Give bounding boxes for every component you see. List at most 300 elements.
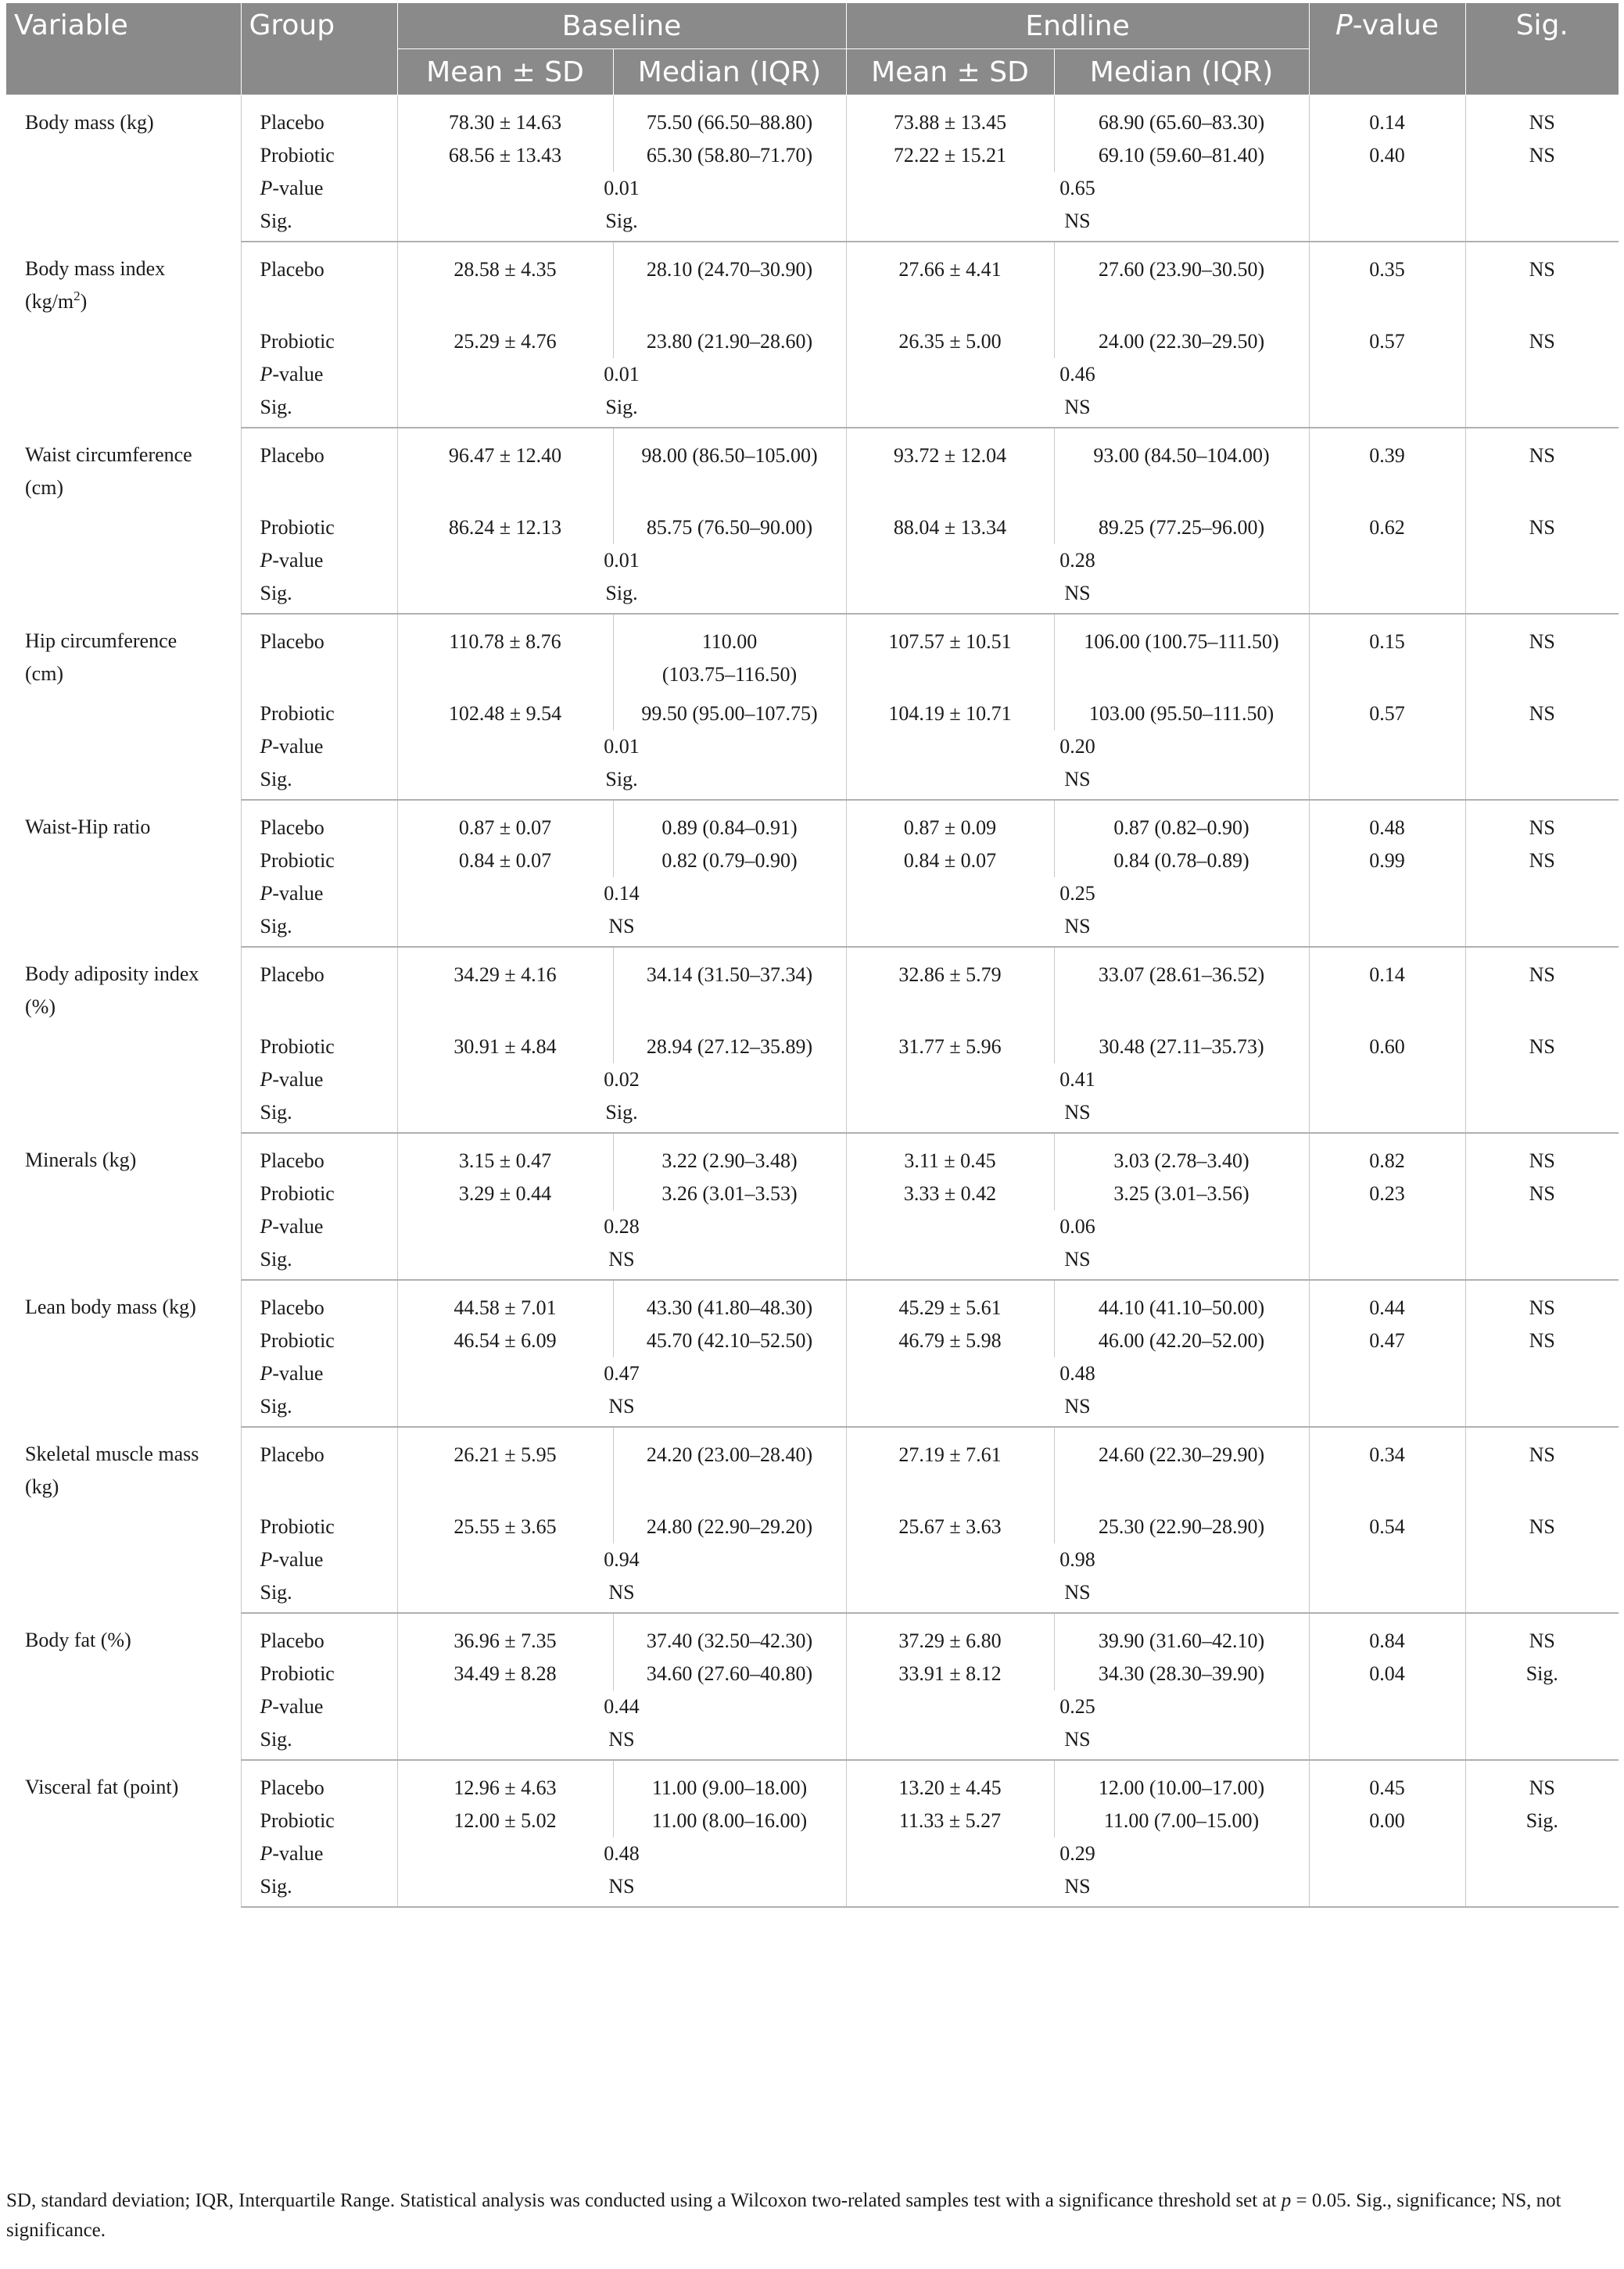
table-row bbox=[6, 1096, 1619, 1133]
endline-median-iqr: 68.90 (65.60–83.30) bbox=[1054, 95, 1309, 140]
baseline-mean-sd: 3.15 ± 0.47 bbox=[397, 1133, 613, 1178]
baseline-mean-sd: 28.58 ± 4.35 bbox=[397, 242, 613, 325]
table-body bbox=[6, 95, 1619, 1908]
endline-between-sig: NS bbox=[846, 763, 1309, 800]
p-value: 0.35 bbox=[1309, 242, 1465, 325]
baseline-median-iqr: 28.10 (24.70–30.90) bbox=[613, 242, 846, 325]
group-probiotic: Probiotic bbox=[241, 325, 397, 358]
significance: NS bbox=[1465, 697, 1619, 730]
label-value: -value bbox=[272, 1842, 324, 1865]
endline-mean-sd: 27.66 ± 4.41 bbox=[846, 242, 1054, 325]
table-row bbox=[6, 1243, 1619, 1280]
empty-cell bbox=[1465, 910, 1619, 947]
endline-between-pvalue: 0.20 bbox=[846, 730, 1309, 763]
group-placebo: Placebo bbox=[241, 242, 397, 325]
variable-name bbox=[6, 1427, 241, 1613]
header-endline-median-iqr: Median (IQR) bbox=[1054, 49, 1309, 95]
label-p: P bbox=[260, 882, 273, 905]
table-footnote bbox=[6, 2186, 1619, 2246]
endline-between-sig: NS bbox=[846, 1576, 1309, 1613]
variable-name-close: ) bbox=[80, 290, 88, 313]
baseline-median-iqr: 99.50 (95.00–107.75) bbox=[613, 697, 846, 730]
endline-median-iqr: 0.84 (0.78–0.89) bbox=[1054, 844, 1309, 877]
endline-median-iqr: 30.48 (27.11–35.73) bbox=[1054, 1031, 1309, 1063]
endline-median-iqr: 3.25 (3.01–3.56) bbox=[1054, 1178, 1309, 1210]
endline-between-sig: NS bbox=[846, 910, 1309, 947]
variable-name-main: Body mass index bbox=[25, 257, 166, 280]
variable-name: Waist-Hip ratio bbox=[25, 815, 151, 838]
baseline-between-sig: NS bbox=[397, 910, 846, 947]
table-row bbox=[6, 391, 1619, 428]
variable-name-main: Body adiposity index bbox=[25, 962, 199, 985]
baseline-median-iqr: 23.80 (21.90–28.60) bbox=[613, 325, 846, 358]
significance: NS bbox=[1465, 428, 1619, 511]
variable-name-unit: (%) bbox=[25, 995, 56, 1018]
empty-cell bbox=[1309, 763, 1465, 800]
endline-median-iqr: 89.25 (77.25–96.00) bbox=[1054, 511, 1309, 544]
baseline-median-iqr: 0.82 (0.79–0.90) bbox=[613, 844, 846, 877]
empty-cell bbox=[1309, 358, 1465, 391]
endline-mean-sd: 3.11 ± 0.45 bbox=[846, 1133, 1054, 1178]
group-probiotic: Probiotic bbox=[241, 1178, 397, 1210]
label-p: P bbox=[260, 177, 273, 199]
endline-mean-sd: 107.57 ± 10.51 bbox=[846, 614, 1054, 697]
baseline-mean-sd: 0.87 ± 0.07 bbox=[397, 800, 613, 844]
group-placebo: Placebo bbox=[241, 95, 397, 140]
baseline-mean-sd: 68.56 ± 13.43 bbox=[397, 139, 613, 172]
header-sig: Sig. bbox=[1465, 3, 1619, 95]
variable-name-unit: (cm) bbox=[25, 476, 64, 499]
empty-cell bbox=[1465, 763, 1619, 800]
baseline-mean-sd: 96.47 ± 12.40 bbox=[397, 428, 613, 511]
group-probiotic: Probiotic bbox=[241, 697, 397, 730]
group-pvalue-label bbox=[241, 1690, 397, 1723]
p-value: 0.44 bbox=[1309, 1280, 1465, 1324]
endline-mean-sd: 45.29 ± 5.61 bbox=[846, 1280, 1054, 1324]
empty-cell bbox=[1465, 544, 1619, 577]
label-value: -value bbox=[272, 882, 324, 905]
p-value: 0.54 bbox=[1309, 1511, 1465, 1543]
baseline-between-pvalue: 0.47 bbox=[397, 1357, 846, 1390]
footnote-text-1: SD, standard deviation; IQR, Interquartile Range. Statistical analysis was conducted using a Wilcoxon two-related samples test with a significance threshold set at bbox=[6, 2190, 1282, 2211]
table-row bbox=[6, 1690, 1619, 1723]
label-value: -value bbox=[272, 735, 324, 758]
significance: NS bbox=[1465, 1324, 1619, 1357]
significance: NS bbox=[1465, 1613, 1619, 1658]
baseline-between-pvalue: 0.48 bbox=[397, 1837, 846, 1870]
empty-cell bbox=[1465, 1837, 1619, 1870]
group-sig-label: Sig. bbox=[241, 910, 397, 947]
baseline-between-pvalue: 0.94 bbox=[397, 1543, 846, 1576]
empty-cell bbox=[1465, 1870, 1619, 1907]
label-p: P bbox=[260, 1215, 273, 1238]
endline-median-iqr: 39.90 (31.60–42.10) bbox=[1054, 1613, 1309, 1658]
baseline-mean-sd: 30.91 ± 4.84 bbox=[397, 1031, 613, 1063]
empty-cell bbox=[1309, 577, 1465, 614]
baseline-median-iqr: 11.00 (8.00–16.00) bbox=[613, 1805, 846, 1837]
label-value: -value bbox=[272, 1548, 324, 1571]
endline-mean-sd: 93.72 ± 12.04 bbox=[846, 428, 1054, 511]
baseline-between-pvalue: 0.44 bbox=[397, 1690, 846, 1723]
endline-between-sig: NS bbox=[846, 1870, 1309, 1907]
variable-name-unit: (kg) bbox=[25, 1475, 59, 1498]
endline-mean-sd: 3.33 ± 0.42 bbox=[846, 1178, 1054, 1210]
endline-median-iqr: 3.03 (2.78–3.40) bbox=[1054, 1133, 1309, 1178]
p-value: 0.57 bbox=[1309, 325, 1465, 358]
endline-mean-sd: 72.22 ± 15.21 bbox=[846, 139, 1054, 172]
p-value: 0.62 bbox=[1309, 511, 1465, 544]
table-row bbox=[6, 1133, 1619, 1178]
group-pvalue-label bbox=[241, 1063, 397, 1096]
header-baseline: Baseline bbox=[397, 3, 846, 49]
significance: NS bbox=[1465, 1031, 1619, 1063]
significance: NS bbox=[1465, 947, 1619, 1031]
group-pvalue-label bbox=[241, 1357, 397, 1390]
variable-name-main: Skeletal muscle mass bbox=[25, 1443, 199, 1465]
variable-name: Body fat (%) bbox=[25, 1629, 131, 1651]
group-pvalue-label bbox=[241, 730, 397, 763]
table-row bbox=[6, 1390, 1619, 1427]
label-value: -value bbox=[272, 1362, 324, 1385]
label-value: -value bbox=[272, 549, 324, 572]
p-value: 0.40 bbox=[1309, 139, 1465, 172]
baseline-mean-sd: 25.55 ± 3.65 bbox=[397, 1511, 613, 1543]
significance: NS bbox=[1465, 95, 1619, 140]
endline-between-pvalue: 0.65 bbox=[846, 172, 1309, 205]
table-row bbox=[6, 697, 1619, 730]
endline-median-iqr: 69.10 (59.60–81.40) bbox=[1054, 139, 1309, 172]
endline-between-pvalue: 0.25 bbox=[846, 1690, 1309, 1723]
empty-cell bbox=[1465, 1390, 1619, 1427]
empty-cell bbox=[1309, 910, 1465, 947]
p-value: 0.60 bbox=[1309, 1031, 1465, 1063]
group-sig-label: Sig. bbox=[241, 577, 397, 614]
label-p: P bbox=[260, 1695, 273, 1718]
endline-mean-sd: 11.33 ± 5.27 bbox=[846, 1805, 1054, 1837]
baseline-mean-sd: 34.49 ± 8.28 bbox=[397, 1658, 613, 1690]
endline-median-iqr: 44.10 (41.10–50.00) bbox=[1054, 1280, 1309, 1324]
empty-cell bbox=[1309, 391, 1465, 428]
label-p: P bbox=[260, 549, 273, 572]
baseline-mean-sd: 44.58 ± 7.01 bbox=[397, 1280, 613, 1324]
table-row bbox=[6, 205, 1619, 242]
p-value: 0.45 bbox=[1309, 1760, 1465, 1805]
baseline-mean-sd: 34.29 ± 4.16 bbox=[397, 947, 613, 1031]
endline-between-pvalue: 0.46 bbox=[846, 358, 1309, 391]
table-row bbox=[6, 947, 1619, 1031]
significance: NS bbox=[1465, 242, 1619, 325]
group-pvalue-label bbox=[241, 877, 397, 910]
empty-cell bbox=[1309, 1723, 1465, 1760]
endline-between-pvalue: 0.41 bbox=[846, 1063, 1309, 1096]
group-probiotic: Probiotic bbox=[241, 1324, 397, 1357]
baseline-mean-sd: 0.84 ± 0.07 bbox=[397, 844, 613, 877]
endline-mean-sd: 0.87 ± 0.09 bbox=[846, 800, 1054, 844]
endline-median-iqr: 24.00 (22.30–29.50) bbox=[1054, 325, 1309, 358]
endline-between-pvalue: 0.48 bbox=[846, 1357, 1309, 1390]
endline-between-pvalue: 0.29 bbox=[846, 1837, 1309, 1870]
p-value: 0.48 bbox=[1309, 800, 1465, 844]
baseline-mean-sd: 110.78 ± 8.76 bbox=[397, 614, 613, 697]
endline-median-iqr: 0.87 (0.82–0.90) bbox=[1054, 800, 1309, 844]
baseline-mean-sd: 26.21 ± 5.95 bbox=[397, 1427, 613, 1511]
baseline-between-sig: NS bbox=[397, 1870, 846, 1907]
significance: Sig. bbox=[1465, 1658, 1619, 1690]
baseline-median-iqr: 28.94 (27.12–35.89) bbox=[613, 1031, 846, 1063]
table-row bbox=[6, 139, 1619, 172]
endline-mean-sd: 73.88 ± 13.45 bbox=[846, 95, 1054, 140]
endline-median-iqr: 33.07 (28.61–36.52) bbox=[1054, 947, 1309, 1031]
empty-cell bbox=[1465, 577, 1619, 614]
endline-between-sig: NS bbox=[846, 577, 1309, 614]
label-p: P bbox=[260, 1068, 273, 1091]
variable-name-unit: (kg/m bbox=[25, 290, 74, 313]
footnote-p: p bbox=[1281, 2190, 1292, 2211]
baseline-median-iqr: 85.75 (76.50–90.00) bbox=[613, 511, 846, 544]
baseline-between-pvalue: 0.01 bbox=[397, 730, 846, 763]
empty-cell bbox=[1465, 1690, 1619, 1723]
p-value: 0.14 bbox=[1309, 947, 1465, 1031]
group-sig-label: Sig. bbox=[241, 1870, 397, 1907]
variable-name: Lean body mass (kg) bbox=[25, 1296, 196, 1318]
table-row bbox=[6, 1576, 1619, 1613]
table-row bbox=[6, 544, 1619, 577]
significance: NS bbox=[1465, 325, 1619, 358]
header-pvalue-p: P bbox=[1335, 9, 1353, 41]
empty-cell bbox=[1465, 358, 1619, 391]
baseline-between-pvalue: 0.01 bbox=[397, 172, 846, 205]
baseline-between-pvalue: 0.28 bbox=[397, 1210, 846, 1243]
baseline-median-iqr: 45.70 (42.10–52.50) bbox=[613, 1324, 846, 1357]
table-row bbox=[6, 511, 1619, 544]
baseline-between-sig: Sig. bbox=[397, 763, 846, 800]
table-row bbox=[6, 1357, 1619, 1390]
baseline-mean-sd: 102.48 ± 9.54 bbox=[397, 697, 613, 730]
group-placebo: Placebo bbox=[241, 1760, 397, 1805]
endline-median-iqr: 12.00 (10.00–17.00) bbox=[1054, 1760, 1309, 1805]
p-value: 0.15 bbox=[1309, 614, 1465, 697]
p-value: 0.04 bbox=[1309, 1658, 1465, 1690]
baseline-median-range: (103.75–116.50) bbox=[661, 663, 798, 686]
table-row bbox=[6, 800, 1619, 844]
table-row bbox=[6, 1178, 1619, 1210]
empty-cell bbox=[1309, 1357, 1465, 1390]
table-row bbox=[6, 1427, 1619, 1511]
table-row bbox=[6, 844, 1619, 877]
baseline-between-sig: Sig. bbox=[397, 1096, 846, 1133]
p-value: 0.57 bbox=[1309, 697, 1465, 730]
endline-mean-sd: 88.04 ± 13.34 bbox=[846, 511, 1054, 544]
empty-cell bbox=[1465, 172, 1619, 205]
empty-cell bbox=[1309, 172, 1465, 205]
baseline-mean-sd: 86.24 ± 12.13 bbox=[397, 511, 613, 544]
footnote-text-2: = 0.05. Sig., significance; NS, not significance. bbox=[6, 2190, 1561, 2241]
variable-name bbox=[6, 242, 241, 428]
empty-cell bbox=[1309, 1576, 1465, 1613]
group-placebo: Placebo bbox=[241, 947, 397, 1031]
empty-cell bbox=[1309, 544, 1465, 577]
empty-cell bbox=[1309, 1063, 1465, 1096]
p-value: 0.99 bbox=[1309, 844, 1465, 877]
endline-between-sig: NS bbox=[846, 205, 1309, 242]
endline-median-iqr: 24.60 (22.30–29.90) bbox=[1054, 1427, 1309, 1511]
results-table bbox=[6, 3, 1619, 1908]
significance: NS bbox=[1465, 1280, 1619, 1324]
variable-name-sup: 2 bbox=[73, 289, 81, 303]
baseline-median-iqr: 24.80 (22.90–29.20) bbox=[613, 1511, 846, 1543]
group-placebo: Placebo bbox=[241, 1280, 397, 1324]
table-row bbox=[6, 1805, 1619, 1837]
variable-name: Body mass (kg) bbox=[25, 111, 154, 134]
table-row bbox=[6, 358, 1619, 391]
group-probiotic: Probiotic bbox=[241, 844, 397, 877]
table-row bbox=[6, 1543, 1619, 1576]
significance: NS bbox=[1465, 1178, 1619, 1210]
endline-mean-sd: 32.86 ± 5.79 bbox=[846, 947, 1054, 1031]
p-value: 0.00 bbox=[1309, 1805, 1465, 1837]
endline-between-pvalue: 0.28 bbox=[846, 544, 1309, 577]
baseline-median-iqr: 75.50 (66.50–88.80) bbox=[613, 95, 846, 140]
label-value: -value bbox=[272, 1068, 324, 1091]
endline-mean-sd: 13.20 ± 4.45 bbox=[846, 1760, 1054, 1805]
group-probiotic: Probiotic bbox=[241, 511, 397, 544]
group-placebo: Placebo bbox=[241, 800, 397, 844]
p-value: 0.34 bbox=[1309, 1427, 1465, 1511]
group-pvalue-label bbox=[241, 544, 397, 577]
header-pvalue bbox=[1309, 3, 1465, 95]
variable-name: Minerals (kg) bbox=[25, 1149, 137, 1171]
empty-cell bbox=[1309, 205, 1465, 242]
baseline-median-value: 110.00 bbox=[701, 630, 758, 653]
baseline-median-iqr: 11.00 (9.00–18.00) bbox=[613, 1760, 846, 1805]
group-sig-label: Sig. bbox=[241, 1576, 397, 1613]
endline-mean-sd: 104.19 ± 10.71 bbox=[846, 697, 1054, 730]
baseline-median-iqr: 34.60 (27.60–40.80) bbox=[613, 1658, 846, 1690]
empty-cell bbox=[1465, 1063, 1619, 1096]
table-row bbox=[6, 1324, 1619, 1357]
baseline-median-iqr bbox=[613, 614, 846, 697]
baseline-median-iqr: 98.00 (86.50–105.00) bbox=[613, 428, 846, 511]
group-sig-label: Sig. bbox=[241, 1243, 397, 1280]
baseline-median-iqr: 3.26 (3.01–3.53) bbox=[613, 1178, 846, 1210]
variable-name-unit: (cm) bbox=[25, 662, 64, 685]
empty-cell bbox=[1465, 1543, 1619, 1576]
table-row bbox=[6, 877, 1619, 910]
p-value: 0.23 bbox=[1309, 1178, 1465, 1210]
group-pvalue-label bbox=[241, 1543, 397, 1576]
header-baseline-mean-sd: Mean ± SD bbox=[397, 49, 613, 95]
table-row bbox=[6, 428, 1619, 511]
group-placebo: Placebo bbox=[241, 1427, 397, 1511]
endline-mean-sd: 0.84 ± 0.07 bbox=[846, 844, 1054, 877]
empty-cell bbox=[1309, 1243, 1465, 1280]
label-p: P bbox=[260, 735, 273, 758]
empty-cell bbox=[1465, 1723, 1619, 1760]
endline-mean-sd: 46.79 ± 5.98 bbox=[846, 1324, 1054, 1357]
endline-mean-sd: 25.67 ± 3.63 bbox=[846, 1511, 1054, 1543]
label-value: -value bbox=[272, 177, 324, 199]
table-row bbox=[6, 325, 1619, 358]
significance: NS bbox=[1465, 1760, 1619, 1805]
group-pvalue-label bbox=[241, 1837, 397, 1870]
empty-cell bbox=[1309, 877, 1465, 910]
baseline-between-pvalue: 0.14 bbox=[397, 877, 846, 910]
endline-between-sig: NS bbox=[846, 1243, 1309, 1280]
header-endline-mean-sd: Mean ± SD bbox=[846, 49, 1054, 95]
table-row bbox=[6, 730, 1619, 763]
table-row bbox=[6, 1511, 1619, 1543]
group-pvalue-label bbox=[241, 358, 397, 391]
variable-name-main: Waist circumference bbox=[25, 443, 192, 466]
endline-median-iqr: 25.30 (22.90–28.90) bbox=[1054, 1511, 1309, 1543]
group-probiotic: Probiotic bbox=[241, 1511, 397, 1543]
baseline-mean-sd: 3.29 ± 0.44 bbox=[397, 1178, 613, 1210]
endline-between-sig: NS bbox=[846, 1096, 1309, 1133]
baseline-median-iqr: 3.22 (2.90–3.48) bbox=[613, 1133, 846, 1178]
table-row bbox=[6, 1063, 1619, 1096]
label-p: P bbox=[260, 1548, 273, 1571]
group-placebo: Placebo bbox=[241, 428, 397, 511]
group-sig-label: Sig. bbox=[241, 1390, 397, 1427]
group-sig-label: Sig. bbox=[241, 1723, 397, 1760]
baseline-mean-sd: 12.00 ± 5.02 bbox=[397, 1805, 613, 1837]
table-row bbox=[6, 1210, 1619, 1243]
label-p: P bbox=[260, 1842, 273, 1865]
empty-cell bbox=[1309, 1870, 1465, 1907]
header-variable: Variable bbox=[6, 3, 241, 95]
baseline-between-pvalue: 0.02 bbox=[397, 1063, 846, 1096]
table-row bbox=[6, 1280, 1619, 1324]
variable-name bbox=[6, 428, 241, 614]
empty-cell bbox=[1465, 877, 1619, 910]
table-row bbox=[6, 1837, 1619, 1870]
variable-name: Visceral fat (point) bbox=[25, 1776, 179, 1798]
group-placebo: Placebo bbox=[241, 1133, 397, 1178]
table-row bbox=[6, 1031, 1619, 1063]
endline-mean-sd: 27.19 ± 7.61 bbox=[846, 1427, 1054, 1511]
baseline-between-sig: NS bbox=[397, 1390, 846, 1427]
endline-between-pvalue: 0.25 bbox=[846, 877, 1309, 910]
significance: NS bbox=[1465, 1511, 1619, 1543]
baseline-mean-sd: 25.29 ± 4.76 bbox=[397, 325, 613, 358]
label-value: -value bbox=[272, 1695, 324, 1718]
table-row bbox=[6, 242, 1619, 325]
endline-between-sig: NS bbox=[846, 391, 1309, 428]
group-placebo: Placebo bbox=[241, 614, 397, 697]
endline-median-iqr: 103.00 (95.50–111.50) bbox=[1054, 697, 1309, 730]
table-row bbox=[6, 1870, 1619, 1907]
header-baseline-median-iqr: Median (IQR) bbox=[613, 49, 846, 95]
baseline-mean-sd: 46.54 ± 6.09 bbox=[397, 1324, 613, 1357]
baseline-between-pvalue: 0.01 bbox=[397, 358, 846, 391]
baseline-between-sig: Sig. bbox=[397, 205, 846, 242]
endline-median-iqr: 46.00 (42.20–52.00) bbox=[1054, 1324, 1309, 1357]
baseline-median-iqr: 24.20 (23.00–28.40) bbox=[613, 1427, 846, 1511]
table-row bbox=[6, 1613, 1619, 1658]
empty-cell bbox=[1465, 730, 1619, 763]
baseline-median-iqr: 43.30 (41.80–48.30) bbox=[613, 1280, 846, 1324]
endline-between-pvalue: 0.06 bbox=[846, 1210, 1309, 1243]
baseline-mean-sd: 36.96 ± 7.35 bbox=[397, 1613, 613, 1658]
table-row bbox=[6, 1723, 1619, 1760]
baseline-between-sig: NS bbox=[397, 1576, 846, 1613]
significance: NS bbox=[1465, 139, 1619, 172]
empty-cell bbox=[1309, 1210, 1465, 1243]
table-row bbox=[6, 172, 1619, 205]
endline-median-iqr: 27.60 (23.90–30.50) bbox=[1054, 242, 1309, 325]
table-row bbox=[6, 1658, 1619, 1690]
empty-cell bbox=[1465, 1243, 1619, 1280]
